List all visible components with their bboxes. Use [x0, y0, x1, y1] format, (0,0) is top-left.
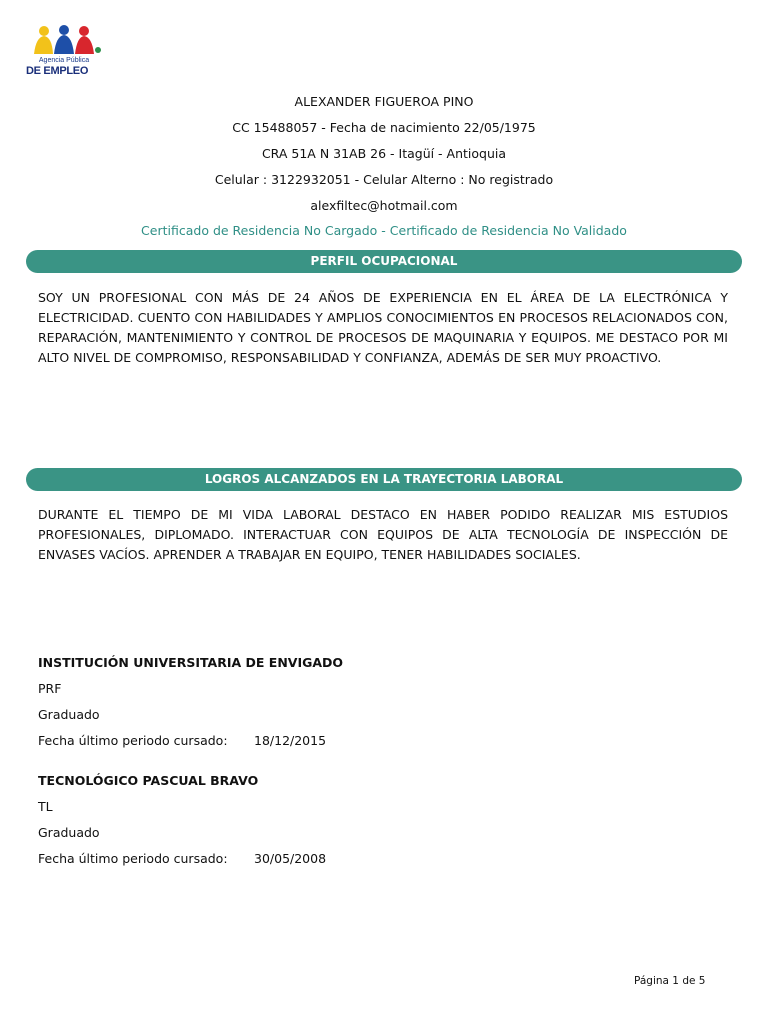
education-date-label: Fecha último periodo cursado: — [38, 851, 228, 866]
id-line: CC 15488057 - Fecha de nacimiento 22/05/1975 — [232, 120, 536, 135]
phone-line: Celular : 3122932051 - Celular Alterno : No registrado — [214, 172, 554, 187]
education-status: Graduado — [38, 825, 100, 840]
education-institution: INSTITUCIÓN UNIVERSITARIA DE ENVIGADO — [38, 655, 344, 670]
agency-logo-icon — [22, 24, 106, 58]
logo-line2: DE EMPLEO — [26, 65, 89, 77]
residence-certificate-status: Certificado de Residencia No Cargado - Certificado de Residencia No Validado — [141, 223, 627, 238]
education-level: TL — [38, 799, 53, 814]
education-level: PRF — [38, 681, 62, 696]
page-number: Página 1 de 5 — [634, 975, 706, 987]
education-institution: TECNOLÓGICO PASCUAL BRAVO — [38, 773, 259, 788]
education-date: 30/05/2008 — [254, 851, 327, 866]
education-status: Graduado — [38, 707, 100, 722]
section-header-logros: LOGROS ALCANZADOS EN LA TRAYECTORIA LABORAL — [26, 468, 742, 491]
email-line: alexfiltec@hotmail.com — [310, 198, 458, 213]
education-date: 18/12/2015 — [254, 733, 327, 748]
logros-text: DURANTE EL TIEMPO DE MI VIDA LABORAL DESTACO EN HABER PODIDO REALIZAR MIS ESTUDIOS PROFESIONALES, DIPLOMADO. INTERACTUAR CON EQUIPOS DE ALTA TECNOLOGÍA DE INSPECCIÓN DE ENVASES VACÍOS. APRENDER A TRABAJAR EN EQUIPO, TENER HABILIDADES SOCIALES. — [38, 507, 728, 562]
address-line: CRA 51A N 31AB 26 - Itagüí - Antioquia — [261, 146, 507, 161]
perfil-text: SOY UN PROFESIONAL CON MÁS DE 24 AÑOS DE EXPERIENCIA EN EL ÁREA DE LA ELECTRÓNICA Y ELECTRICIDAD. CUENTO CON HABILIDADES Y AMPLIOS CONOCIMIENTOS EN PROCESOS RELACIONADOS CON, REPARACIÓN, MANTENIMIENTO Y CONTROL DE PROCESOS DE MAQUINARIA Y EQUIPOS. ME DESTACO POR MI ALTO NIVEL DE COMPROMISO, RESPONSABILIDAD Y CONFIANZA, ADEMÁS DE SER MUY PROACTIVO. — [38, 290, 728, 365]
logo-line1: Agencia Pública — [38, 57, 90, 64]
education-date-label: Fecha último periodo cursado: — [38, 733, 228, 748]
agency-logo — [22, 24, 106, 84]
applicant-name: ALEXANDER FIGUEROA PINO — [294, 94, 474, 109]
section-header-perfil: PERFIL OCUPACIONAL — [26, 250, 742, 273]
